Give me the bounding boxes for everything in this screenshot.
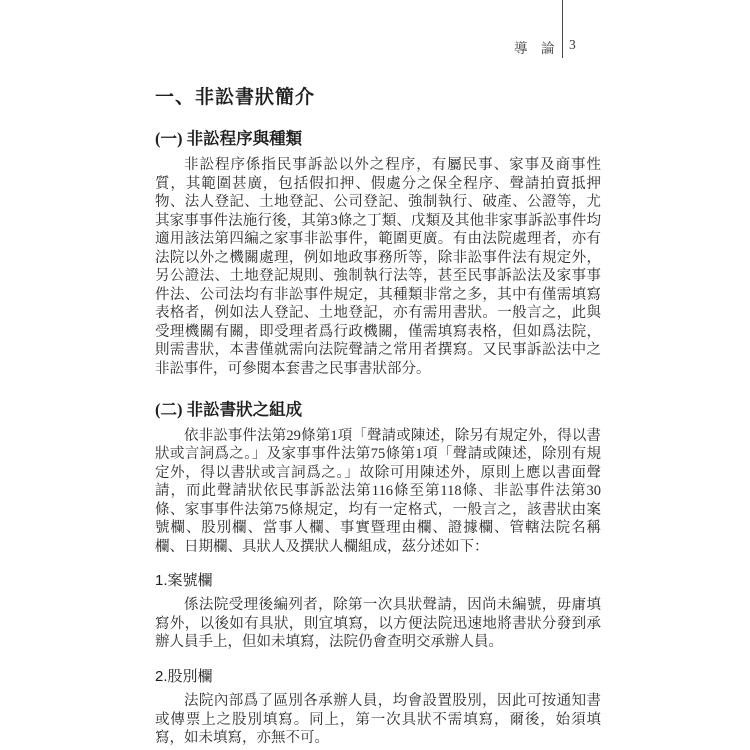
- section-paragraph: 依非訟事件法第29條第1項「聲請或陳述，除另有規定外，得以書狀或言詞爲之。」及家事事件法第75條第1項「聲請或陳述，除別有規定外，得以書狀或言詞爲之。」故除可用陳述外，原則上應以書面聲請，而此聲請狀依民事訴訟法第116條至第118條、非訟事件法第30條、家事事件法第75條規定，均有一定格式，一般言之，該書狀由案號欄、股別欄、當事人欄、事實暨理由欄、證據欄、管轄法院名稱欄、日期欄、具狀人及撰狀人欄組成，茲分述如下：: [155, 427, 601, 555]
- page-content: [155, 82, 601, 748]
- section-heading-procedures-and-types: (一) 非訟程序與種類: [155, 129, 303, 148]
- running-head-page-number: 3: [569, 37, 576, 52]
- subsection-paragraph: 係法院受理後編列者，除第一次具狀聲請，因尚未編號，毋庸填寫外，以後如有具狀，則宜填寫，以方便法院迅速地將書狀分發到承辦人員手上，但如未填寫，法院仍會查明交承辦人員。: [155, 597, 601, 651]
- subsection-paragraph: 法院內部爲了區別各承辦人員，均會設置股別，因此可按通知書或傳票上之股別填寫。同上，第一次具狀不需填寫，爾後，始須填寫，如未填寫，亦無不可。: [155, 693, 601, 747]
- section-paragraph: 非訟程序係指民事訴訟以外之程序，有屬民事、家事及商事性質，其範圍甚廣，包括假扣押、假處分之保全程序、聲請拍賣抵押物、法人登記、土地登記、公司登記、強制執行、破產、公證等，尤其家事事件法施行後，其第3條之丁類、戊類及其他非家事訴訟事件均適用該法第四編之家事非訟事件，範圍更廣。有由法院處理者，亦有法院以外之機關處理，例如地政事務所等，除非訟事件法有規定外，另公證法、土地登記規則、強制執行法等，甚至民事訴訟法及家事事件法、公司法均有非訟事件規定，其種類非常之多，其中有僅需填寫表格者，例如法人登記、土地登記，亦有需用書狀。一般言之，此與受理機關有關，即受理者爲行政機關，僅需填寫表格，但如爲法院，則需書狀，本書僅就需向法院聲請之常用者撰寫。又民事訴訟法中之非訟事件，可參閱本套書之民事書狀部分。: [155, 157, 601, 378]
- section-heading-pleading-composition: (二) 非訟書狀之組成: [155, 399, 303, 419]
- main-heading: 一、非訟書狀簡介: [155, 87, 316, 108]
- subsection-heading-case-number-field: 1.案號欄: [155, 572, 213, 590]
- subsection-heading-division-field: 2.股別欄: [155, 668, 213, 686]
- running-head-divider: [562, 0, 563, 58]
- running-head-chapter-title: 導 論: [514, 41, 555, 56]
